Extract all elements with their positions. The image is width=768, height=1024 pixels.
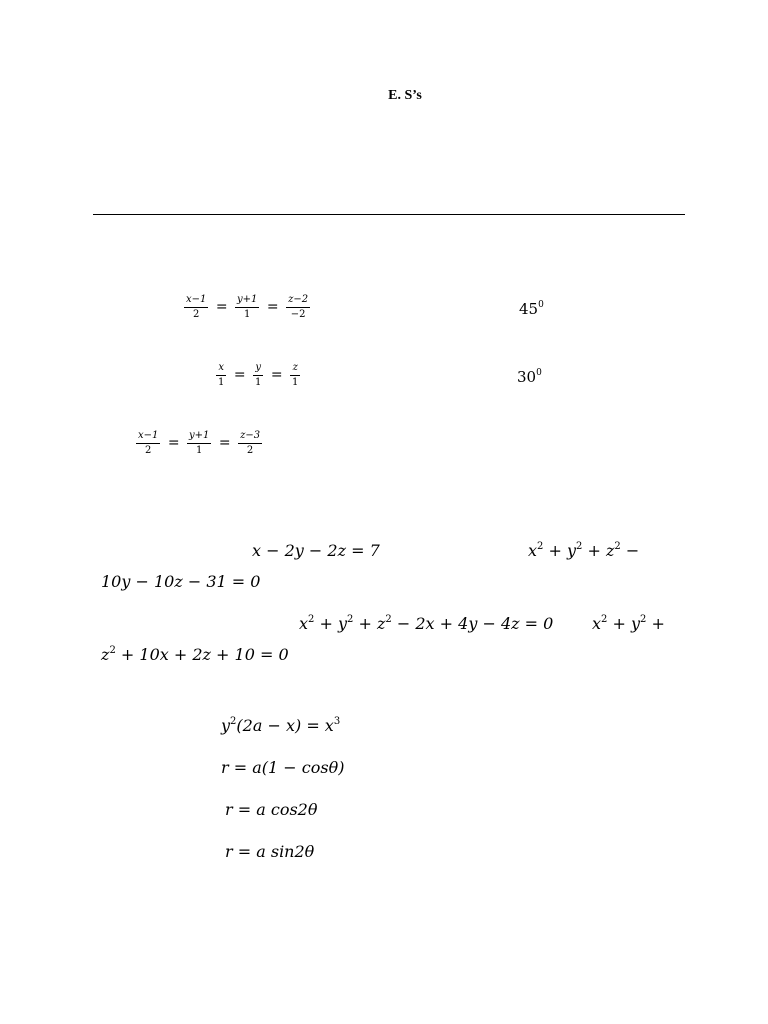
line-equation-1: $\frac{x-1}{2}$ = $\frac{y+1}{1}$ = $\frac{z-2}{-2}$ [186,294,309,320]
fraction: $\frac{z-2}{-2}$ [288,294,309,320]
line-equation-2: $\frac{x}{1}$ = $\frac{y}{1}$ = $\frac{z}{1}$ [218,362,299,388]
fraction: $\frac{z}{1}$ [292,362,299,388]
horizontal-rule [93,214,685,215]
sphere-equation-cont: 10y − 10z − 31 = 0 [101,572,261,591]
fraction: $\frac{y+1}{1}$ [237,294,258,320]
sphere-2-equation-cont: $z^2 + 10x + 2z + 10 = 0$ [101,645,289,664]
sphere-1-equation: $x^2 + y^2 + z^2 - 2x + 4y - 4z = 0$ [299,614,554,633]
sphere-2-equation-start: $x^2 + y^2$ + [592,614,665,633]
angle-value-2: $30^0$ [517,368,542,386]
angle-value-1: $45^0$ [519,300,544,318]
fraction: $\frac{z-3}{2}$ [240,430,261,456]
page-title: E. S’s [388,88,422,103]
curve-equation-1: $y^2(2a - x) = x^3$ [221,716,341,735]
fraction: $\frac{x}{1}$ [218,362,225,388]
curve-equation-4: r = a sin2θ [225,842,315,861]
curve-equation-3: r = a cos2θ [225,800,318,819]
fraction: $\frac{x-1}{2}$ [186,294,207,320]
sphere-equation-start: $x^2 + y^2 + z^2$ − [528,541,640,560]
plane-equation: x − 2y − 2z = 7 [252,541,380,560]
fraction: $\frac{y+1}{1}$ [189,430,210,456]
fraction: $\frac{y}{1}$ [255,362,262,388]
curve-equation-2: r = a(1 − cosθ) [221,758,345,777]
fraction: $\frac{x-1}{2}$ [138,430,159,456]
line-equation-3: $\frac{x-1}{2}$ = $\frac{y+1}{1}$ = $\frac{z-3}{2}$ [138,430,261,456]
